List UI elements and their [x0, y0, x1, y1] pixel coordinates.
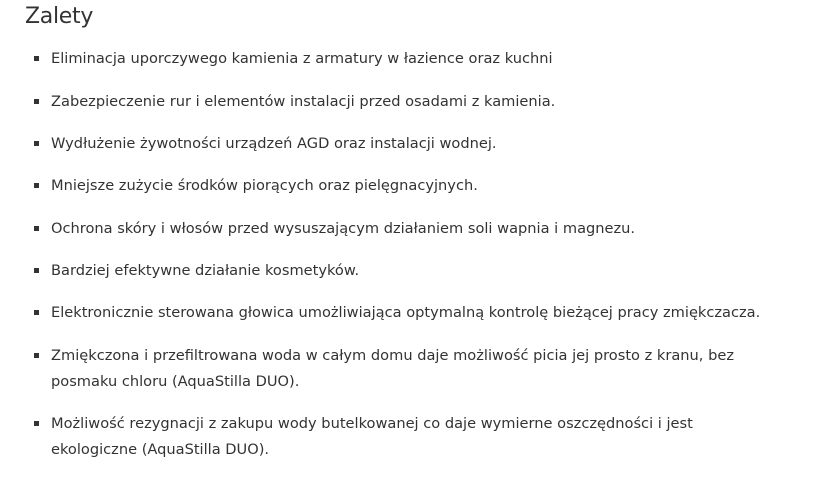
square-bullet-icon: [34, 421, 39, 426]
square-bullet-icon: [34, 226, 39, 231]
square-bullet-icon: [34, 141, 39, 146]
square-bullet-icon: [34, 56, 39, 61]
list-item: [51, 300, 821, 326]
list-item-text: Elektronicznie sterowana głowica umożliwiająca optymalną kontrolę bieżącej pracy zmiękczacza.: [51, 304, 761, 321]
square-bullet-icon: [34, 310, 39, 315]
list-item: [51, 216, 821, 242]
list-item-text: Zmiękczona i przefiltrowana woda w całym domu daje możliwość picia jej prosto z kranu, bez: [51, 347, 734, 364]
list-item-text: Eliminacja uporczywego kamienia z armatury w łazience oraz kuchni: [51, 50, 553, 67]
list-item-text: Mniejsze zużycie środków piorących oraz pielęgnacyjnych.: [51, 177, 478, 194]
list-item-text: Ochrona skóry i włosów przed wysuszającym działaniem soli wapnia i magnezu.: [51, 220, 636, 237]
list-item: [51, 258, 821, 284]
list-item: [51, 131, 821, 157]
list-item: [51, 411, 821, 463]
square-bullet-icon: [34, 99, 39, 104]
square-bullet-icon: [34, 268, 39, 273]
list-item: [51, 46, 821, 72]
square-bullet-icon: [34, 183, 39, 188]
list-item: [51, 343, 821, 395]
list-item-text: Wydłużenie żywotności urządzeń AGD oraz instalacji wodnej.: [51, 135, 497, 152]
list-item-text: Zabezpieczenie rur i elementów instalacji przed osadami z kamienia.: [51, 93, 556, 110]
list-item-text: posmaku chloru (AquaStilla DUO).: [51, 373, 300, 390]
list-item: [51, 173, 821, 199]
section-heading: Zalety: [25, 4, 94, 29]
list-item-text: Możliwość rezygnacji z zakupu wody butelkowanej co daje wymierne oszczędności i jest: [51, 415, 693, 432]
list-item: [51, 89, 821, 115]
list-item-text: Bardziej efektywne działanie kosmetyków.: [51, 262, 360, 279]
square-bullet-icon: [34, 353, 39, 358]
list-item-text: ekologiczne (AquaStilla DUO).: [51, 441, 270, 458]
